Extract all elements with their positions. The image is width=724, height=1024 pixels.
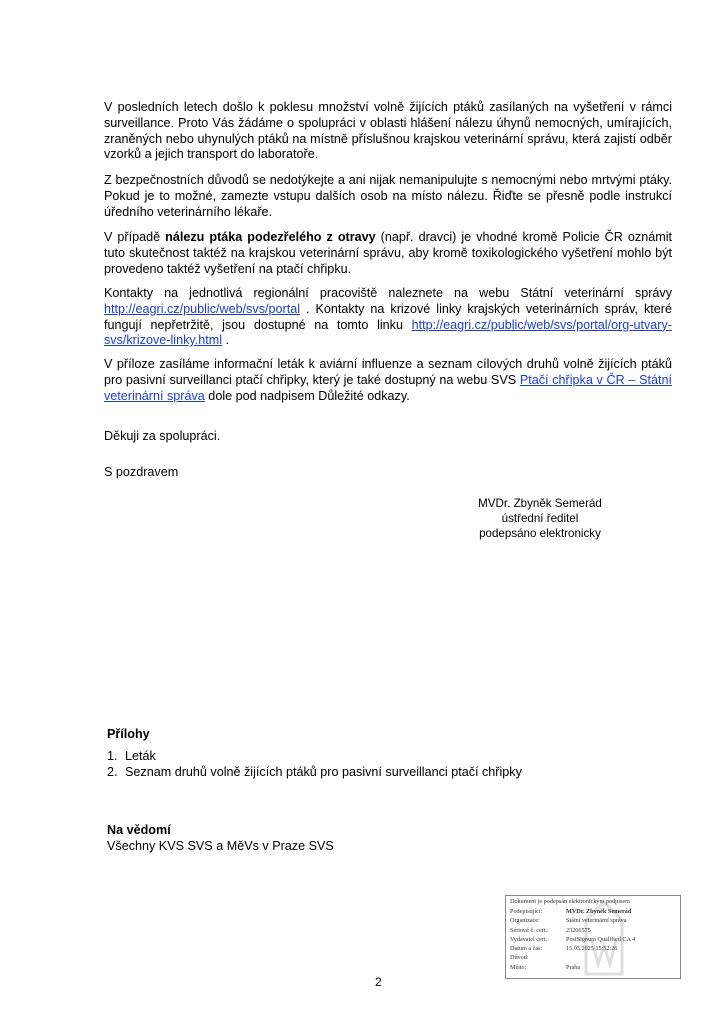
electronic-signature-stamp bbox=[505, 895, 681, 979]
greeting-line: S pozdravem bbox=[104, 465, 179, 479]
attachments-list bbox=[107, 748, 522, 780]
stamp-row: Podepisující: MVDr. Zbyněk Semerád bbox=[510, 908, 632, 915]
signature-note: podepsáno elektronicky bbox=[479, 527, 601, 540]
stamp-row: Důvod: bbox=[510, 954, 529, 962]
attachments-heading: Přílohy bbox=[107, 727, 150, 741]
stamp-row: Vydavatel cert.: PostSignum Qualified CA 4 bbox=[510, 935, 636, 943]
thanks-line: Děkuji za spolupráci. bbox=[104, 429, 221, 443]
bird-flu-page-link[interactable]: Ptačí chřipka v ČR – Státní veterinární správa bbox=[104, 372, 672, 403]
signatory-name: MVDr. Zbyněk Semerád bbox=[478, 497, 602, 510]
poisoning-emphasis: nálezu ptáka podezřelého z otravy bbox=[165, 230, 376, 244]
paragraph-poisoning-report: V případě nálezu ptáka podezřelého z otravy (např. dravci) je vhodné kromě Policie ČR oznámit tuto skutečnost taktéž na krajskou veterinární správu, aby kromě toxikologického vyšetření mohlo být provedeno taktéž vyšetření na ptačí chřipku. bbox=[104, 230, 672, 276]
stamp-row: Sériové č. cert.: 23266575 bbox=[510, 926, 591, 934]
stamp-row: Místo: Praha bbox=[510, 963, 581, 971]
signatory-title: ústřední ředitel bbox=[501, 512, 579, 525]
stamp-row: Organizace: Státní veterinární správa bbox=[510, 917, 627, 925]
svs-portal-link[interactable]: http://eagri.cz/public/web/svs/portal bbox=[104, 301, 300, 316]
attachment-item: 1. Leták bbox=[107, 749, 156, 763]
page-number: 2 bbox=[375, 975, 382, 989]
attachment-item: 2. Seznam druhů volně žijících ptáků pro pasivní surveillanci ptačí chřipky bbox=[107, 765, 522, 779]
cc-recipients: Všechny KVS SVS a MěVs v Praze SVS bbox=[107, 839, 334, 853]
crisis-lines-link[interactable]: http://eagri.cz/public/web/svs/portal/org-utvary-svs/krizove-linky.html bbox=[104, 317, 672, 348]
paragraph-surveillance-decline: V posledních letech došlo k poklesu množství volně žijících ptáků zasílaných na vyšetření v rámci surveillance. Proto Vás žádáme o spolupráci v oblasti hlášení nálezu úhynů nemocných, umírajících, zraněných nebo uhynulých ptáků na místně příslušnou krajskou veterinární správu, která zajistí odběr vzorků a jejich transport do laboratoře. bbox=[104, 100, 672, 162]
signature-block bbox=[450, 496, 630, 541]
stamp-header: Dokument je podepsán elektronickým podpisem bbox=[510, 898, 630, 905]
paragraph-safety-instructions: Z bezpečnostních důvodů se nedotýkejte a ani nijak nemanipulujte s nemocnými nebo mrtvými ptáky. Pokud je to možné, zamezte vstupu dalších osob na místo nálezu. Řiďte se přesně podle instrukcí úředního veterinárního lékaře. bbox=[104, 173, 672, 219]
paragraph-attachment-info: V příloze zasíláme informační leták k aviární influenze a seznam cílových druhů volně žijících ptáků pro pasivní surveillanci ptačí chřipky, který je také dostupný na webu SVS Ptačí chřipka v ČR – Státní veterinární správa dole pod nadpisem Důležité odkazy. bbox=[104, 357, 672, 403]
stamp-row: Datum a čas: 15.05.2025 15:52:26 bbox=[510, 945, 618, 953]
cc-heading: Na vědomí bbox=[107, 823, 171, 837]
signature-watermark-icon bbox=[584, 900, 624, 976]
paragraph-contacts: Kontakty na jednotlivá regionální pracoviště naleznete na webu Státní veterinární správy http://eagri.cz/public/web/svs/portal . Kontakty na krizové linky krajských veterinárních správ, které fungují nepřetržitě, jsou dostupné na tomto linku http://eagri.cz/public/web/svs/portal/org-utvary-svs/krizove-linky.html . bbox=[104, 286, 672, 348]
